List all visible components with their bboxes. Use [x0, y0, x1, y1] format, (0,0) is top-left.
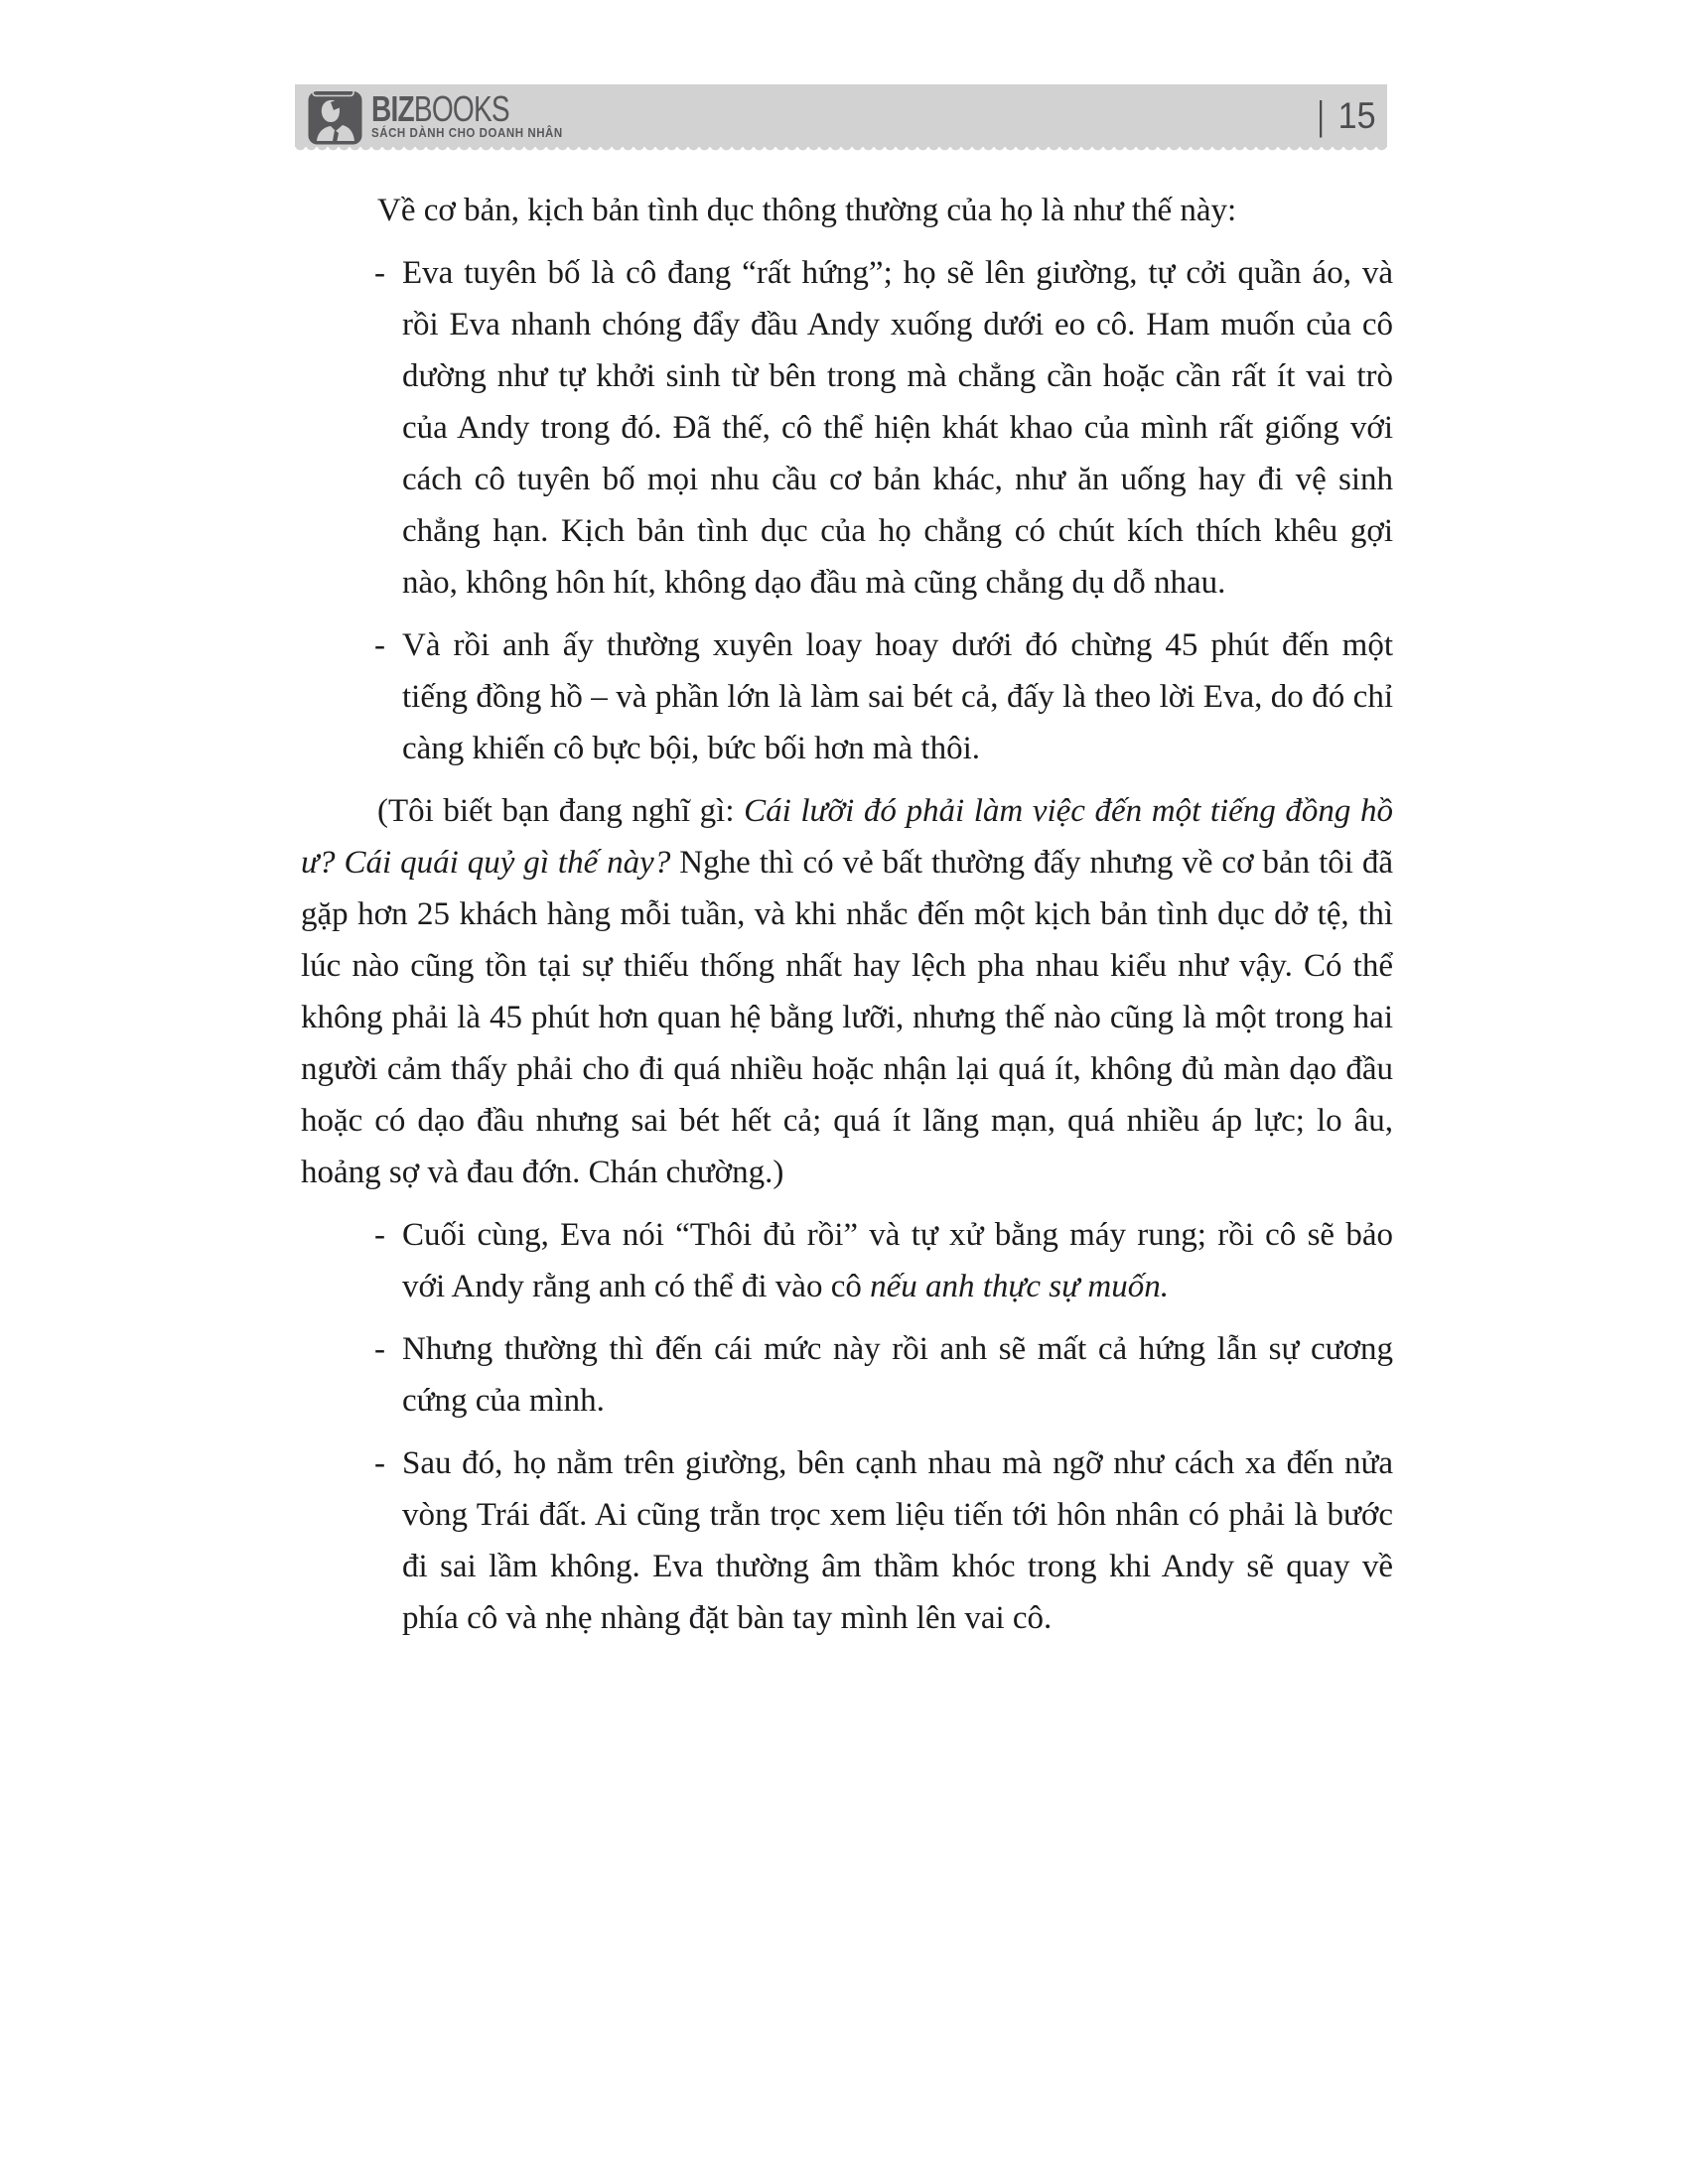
bullet-marker: - — [374, 1331, 385, 1367]
bullet-marker: - — [374, 255, 385, 291]
bullet-marker: - — [374, 627, 385, 663]
text-run: Cuối cùng, Eva nói “Thôi đủ rồi” và tự xử bằng máy rung; rồi cô sẽ bảo với Andy rằng anh có thể đi vào cô — [402, 1217, 1393, 1304]
paragraph — [301, 785, 1393, 1198]
italic-text-run: nếu anh thực sự muốn. — [870, 1269, 1169, 1304]
paragraph — [301, 185, 1393, 236]
bullet-item — [301, 1209, 1393, 1312]
brand-name — [371, 88, 533, 129]
brand-books: BOOKS — [413, 88, 509, 129]
bizbooks-logo — [308, 88, 580, 145]
bullet-item — [301, 1437, 1393, 1644]
bullet-marker: - — [374, 1445, 385, 1481]
text-run: Về cơ bản, kịch bản tình dục thông thường của họ là như thế này: — [377, 193, 1237, 228]
text-run: Sau đó, họ nằm trên giường, bên cạnh nhau mà ngỡ như cách xa đến nửa vòng Trái đất. Ai cũng trằn trọc xem liệu tiến tới hôn nhân có phải là bước đi sai lầm không. Eva thường âm thầm khóc trong khi Andy sẽ quay về phía cô và nhẹ nhàng đặt bàn tay mình lên vai cô. — [402, 1445, 1393, 1636]
bullet-marker: - — [374, 1217, 385, 1253]
page-number — [1316, 96, 1377, 136]
page-header — [295, 84, 1387, 147]
bullet-item — [301, 1323, 1393, 1427]
text-run: Nghe thì có vẻ bất thường đấy nhưng về cơ bản tôi đã gặp hơn 25 khách hàng mỗi tuần, và khi nhắc đến một kịch bản tình dục dở tệ, thì lúc nào cũng tồn tại sự thiếu thống nhất hay lệch pha nhau kiểu như vậy. Có thể không phải là 45 phút hơn quan hệ bằng lưỡi, nhưng thế nào cũng là một trong hai người cảm thấy phải cho đi quá nhiều hoặc nhận lại quá ít, không đủ màn dạo đầu hoặc có dạo đầu nhưng sai bét hết cả; quá ít lãng mạn, quá nhiều áp lực; lo âu, hoảng sợ và đau đớn. Chán chường.) — [301, 845, 1394, 1190]
text-run: (Tôi biết bạn đang nghĩ gì: — [377, 793, 745, 829]
page-number-value: 15 — [1337, 95, 1376, 136]
logo-text — [371, 88, 580, 140]
body-text — [301, 185, 1393, 1655]
text-run: Eva tuyên bố là cô đang “rất hứng”; họ sẽ lên giường, tự cởi quần áo, và rồi Eva nhanh chóng đẩy đầu Andy xuống dưới eo cô. Ham muốn của cô dường như tự khởi sinh từ bên trong mà chẳng cần hoặc cần rất ít vai trò của Andy trong đó. Đã thế, cô thể hiện khát khao của mình rất giống với cách cô tuyên bố mọi nhu cầu cơ bản khác, như ăn uống hay đi vệ sinh chẳng hạn. Kịch bản tình dục của họ chẳng có chút kích thích khêu gợi nào, không hôn hít, không dạo đầu mà cũng chẳng dụ dỗ nhau. — [402, 255, 1393, 601]
brand-biz: BIZ — [371, 88, 414, 129]
page-number-separator: | — [1318, 94, 1326, 138]
italic-text-run: Cái lưỡi đó phải làm việc đến một tiếng đồng hồ ư? Cái quái quỷ gì thế này? — [301, 793, 1393, 881]
text-run: Và rồi anh ấy thường xuyên loay hoay dưới đó chừng 45 phút đến một tiếng đồng hồ – và phần lớn là làm sai bét cả, đấy là theo lời Eva, do đó chỉ càng khiến cô bực bội, bức bối hơn mà thôi. — [402, 627, 1393, 766]
bullet-item — [301, 619, 1393, 774]
brand-tagline: SÁCH DÀNH CHO DOANH NHÂN — [371, 126, 563, 140]
bullet-item — [301, 247, 1393, 609]
text-run: Nhưng thường thì đến cái mức này rồi anh sẽ mất cả hứng lẫn sự cương cứng của mình. — [402, 1331, 1393, 1419]
businessman-book-icon — [308, 88, 362, 145]
